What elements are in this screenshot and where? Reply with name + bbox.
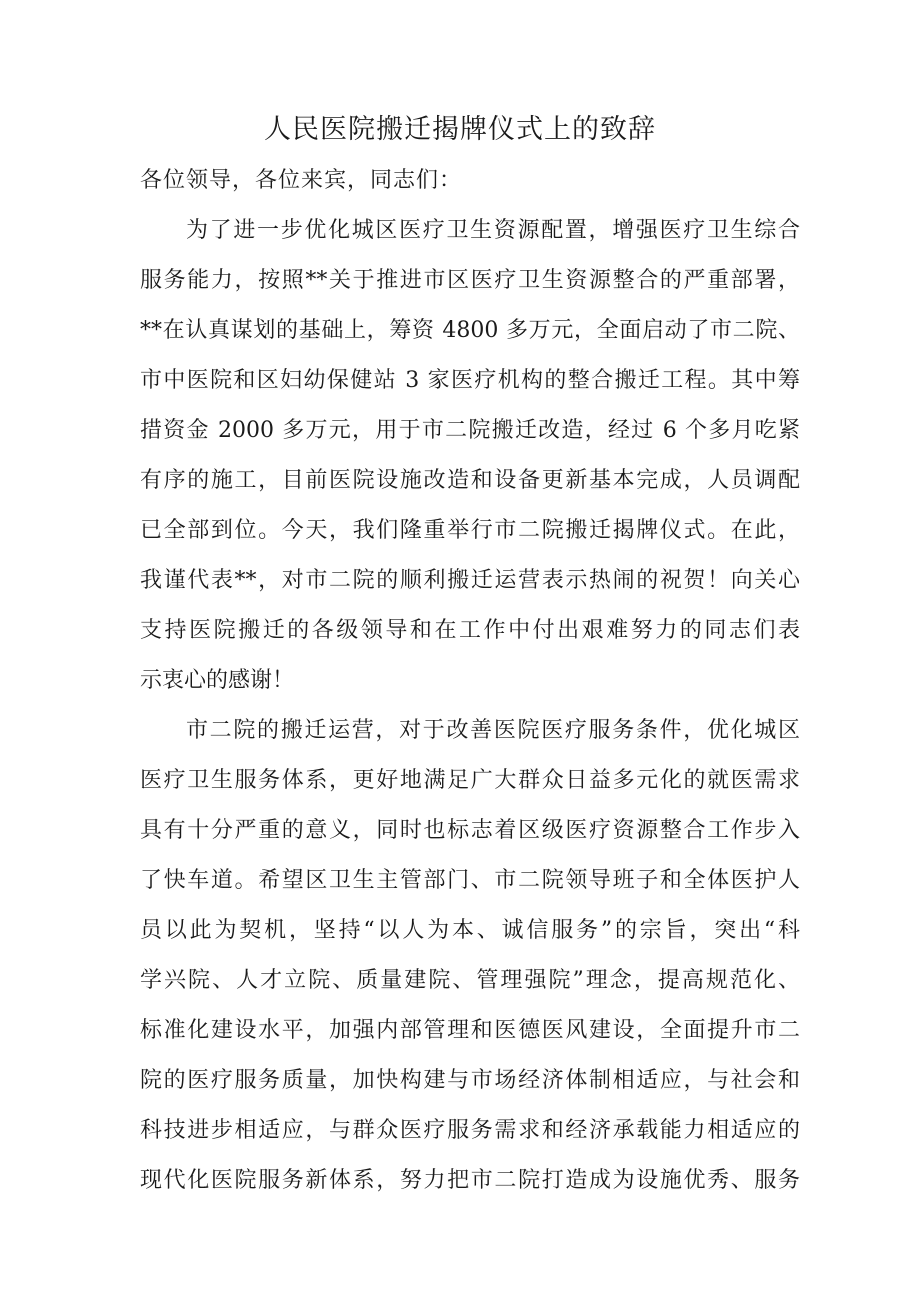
paragraph-line: 服务能力，按照**关于推进市区医疗卫生资源整合的严重部署， [140,268,800,293]
paragraph-line: 标准化建设水平，加强内部管理和医德医风建设，全面提升市二 [140,1018,800,1043]
paragraph-line: 市中医院和区妇幼保健站 3 家医疗机构的整合搬迁工程。其中筹 [140,368,800,393]
paragraph-line: 院的医疗服务质量，加快构建与市场经济体制相适应，与社会和 [140,1068,800,1093]
paragraph-line: **在认真谋划的基础上，筹资 4800 多万元，全面启动了市二院、 [140,318,800,343]
paragraph-line: 支持医院搬迁的各级领导和在工作中付出艰难努力的同志们表 [140,618,800,643]
paragraph-line: 医疗卫生服务体系，更好地满足广大群众日益多元化的就医需求 [140,768,800,793]
paragraph-2 [140,706,800,1206]
paragraph-line: 市二院的搬迁运营，对于改善医院医疗服务条件，优化城区 [186,718,800,743]
document-title: 人民医院搬迁揭牌仪式上的致辞 [264,114,656,145]
paragraph-line: 科技进步相适应，与群众医疗服务需求和经济承载能力相适应的 [140,1118,800,1143]
salutation: 各位领导，各位来宾，同志们： [140,168,463,193]
paragraph-line: 示衷心的感谢！ [140,668,295,693]
paragraph-line: 措资金 2000 多万元，用于市二院搬迁改造，经过 6 个多月吃紧 [140,418,800,443]
paragraph-1 [140,206,800,706]
paragraph-line: 我谨代表**，对市二院的顺利搬迁运营表示热闹的祝贺！向关心 [140,568,800,593]
paragraph-line: 现代化医院服务新体系，努力把市二院打造成为设施优秀、服务 [140,1168,800,1193]
document-body [140,156,800,1206]
paragraph-line: 已全部到位。今天，我们隆重举行市二院搬迁揭牌仪式。在此， [140,518,800,543]
paragraph-line: 员以此为契机，坚持“以人为本、诚信服务”的宗旨，突出“科 [140,918,800,943]
paragraph-line: 学兴院、人才立院、质量建院、管理强院”理念，提高规范化、 [140,968,800,993]
paragraph-line: 具有十分严重的意义，同时也标志着区级医疗资源整合工作步入 [140,818,800,843]
paragraph-line: 有序的施工，目前医院设施改造和设备更新基本完成，人员调配 [140,468,800,493]
paragraph-line: 了快车道。希望区卫生主管部门、市二院领导班子和全体医护人 [140,868,800,893]
paragraph-line: 为了进一步优化城区医疗卫生资源配置，增强医疗卫生综合 [186,218,800,243]
